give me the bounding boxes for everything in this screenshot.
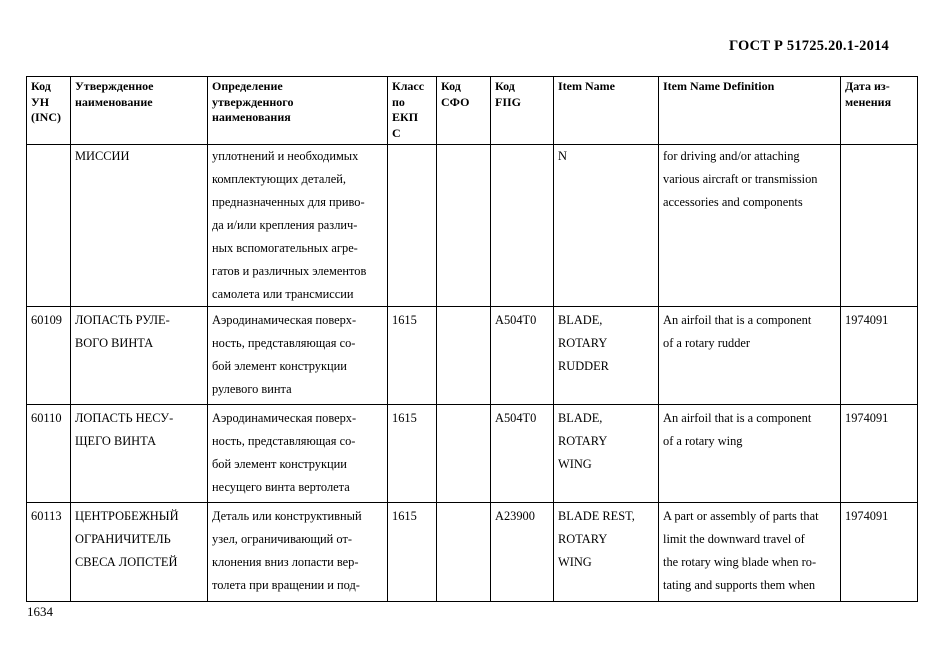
- cell-fiig-code: [491, 307, 554, 405]
- cell-text-line: Дата из-: [845, 79, 890, 93]
- cell-text-line: ROTARY: [558, 336, 608, 350]
- cell-text-line: An airfoil that is a component: [663, 313, 812, 327]
- cell-text-line: ЩЕГО ВИНТА: [75, 434, 157, 448]
- col-header-fiig-code: [491, 77, 554, 145]
- cell-inc-code: [27, 503, 71, 602]
- cell-text-line: несущего винта вертолета: [212, 480, 350, 494]
- cell-text-line: 1974091: [845, 411, 889, 425]
- cell-change-date: [841, 503, 918, 602]
- cell-text-line: 1615: [392, 313, 417, 327]
- cell-text-line: A504T0: [495, 411, 537, 425]
- cell-text-line: Код: [495, 79, 515, 93]
- table-row: [27, 307, 918, 405]
- cell-item-name: [554, 503, 659, 602]
- cell-text-line: уплотнений и необходимых: [212, 149, 359, 163]
- cell-text-line: Аэродинамическая поверх-: [212, 411, 357, 425]
- cell-text-line: рулевого винта: [212, 382, 292, 396]
- cell-text-line: WING: [558, 457, 592, 471]
- table-row: [27, 503, 918, 602]
- cell-text-line: Item Name Definition: [663, 79, 775, 93]
- cell-text-line: Аэродинамическая поверх-: [212, 313, 357, 327]
- col-header-name-definition: [208, 77, 388, 145]
- col-header-sfo-code: [437, 77, 491, 145]
- cell-text-line: tating and supports them when: [663, 578, 816, 592]
- cell-text-line: A part or assembly of parts that: [663, 509, 819, 523]
- cell-text-line: FIIG: [495, 94, 522, 109]
- cell-text-line: the rotary wing blade when ro-: [663, 555, 817, 569]
- cell-class: [388, 503, 437, 602]
- cell-text-line: of a rotary rudder: [663, 336, 751, 350]
- cell-text-line: клонения вниз лопасти вер-: [212, 555, 359, 569]
- cell-text-line: гатов и различных элементов: [212, 264, 367, 278]
- cell-fiig-code: [491, 405, 554, 503]
- cell-text-line: менения: [845, 94, 892, 109]
- cell-sfo-code: [437, 405, 491, 503]
- cell-item-name-definition: [659, 307, 841, 405]
- cell-text-line: 1974091: [845, 509, 889, 523]
- document-standard-header: ГОСТ Р 51725.20.1-2014: [728, 38, 889, 54]
- cell-text-line: An airfoil that is a component: [663, 411, 812, 425]
- cell-text-line: (INC): [31, 110, 61, 124]
- cell-item-name: [554, 307, 659, 405]
- cell-text-line: по: [392, 94, 405, 109]
- cell-item-name-definition: [659, 405, 841, 503]
- cell-text-line: Определение: [212, 79, 283, 93]
- cell-text-line: ных вспомогательных агре-: [212, 241, 358, 255]
- cell-text-line: утвержденного: [212, 94, 294, 109]
- cell-text-line: various aircraft or transmission: [663, 172, 818, 186]
- page-number: 1634: [27, 604, 53, 619]
- cell-text-line: ВОГО ВИНТА: [75, 336, 154, 350]
- cell-text-line: ЛОПАСТЬ РУЛЕ-: [75, 313, 170, 327]
- cell-text-line: Код: [441, 79, 461, 93]
- cell-text-line: ЕКП: [392, 110, 419, 124]
- cell-text-line: комплектующих деталей,: [212, 172, 346, 186]
- cell-item-name: [554, 405, 659, 503]
- col-header-class: [388, 77, 437, 145]
- cell-class: [388, 307, 437, 405]
- col-header-item-name-definition: [659, 77, 841, 145]
- cell-change-date: [841, 145, 918, 307]
- cell-text-line: BLADE,: [558, 411, 603, 425]
- nomenclature-table: [26, 76, 918, 602]
- cell-text-line: A504T0: [495, 313, 537, 327]
- cell-approved-name: [71, 503, 208, 602]
- cell-text-line: бой элемент конструкции: [212, 457, 347, 471]
- cell-text-line: Item Name: [558, 79, 615, 93]
- cell-text-line: 60109: [31, 313, 62, 327]
- cell-approved-name: [71, 145, 208, 307]
- cell-item-name-definition: [659, 145, 841, 307]
- cell-sfo-code: [437, 503, 491, 602]
- cell-text-line: толета при вращении и под-: [212, 578, 360, 592]
- table-row: [27, 405, 918, 503]
- cell-class: [388, 145, 437, 307]
- cell-text-line: МИССИИ: [75, 149, 130, 163]
- cell-text-line: 1615: [392, 411, 417, 425]
- cell-text-line: 1974091: [845, 313, 889, 327]
- cell-approved-name: [71, 405, 208, 503]
- cell-text-line: СФО: [441, 94, 470, 109]
- cell-text-line: WING: [558, 555, 592, 569]
- cell-name-definition: [208, 503, 388, 602]
- col-header-change-date: [841, 77, 918, 145]
- cell-text-line: да и/или крепления различ-: [212, 218, 358, 232]
- cell-text-line: УН: [31, 94, 50, 109]
- cell-name-definition: [208, 145, 388, 307]
- cell-inc-code: [27, 145, 71, 307]
- cell-text-line: ность, представляющая со-: [212, 434, 356, 448]
- table-header-row: [27, 77, 918, 145]
- cell-text-line: of a rotary wing: [663, 434, 743, 448]
- cell-text-line: узел, ограничивающий от-: [212, 532, 352, 546]
- cell-text-line: 1615: [392, 509, 417, 523]
- cell-text-line: limit the downward travel of: [663, 532, 805, 546]
- cell-text-line: ЛОПАСТЬ НЕСУ-: [75, 411, 174, 425]
- col-header-approved-name: [71, 77, 208, 145]
- cell-item-name: [554, 145, 659, 307]
- cell-text-line: for driving and/or attaching: [663, 149, 800, 163]
- cell-inc-code: [27, 307, 71, 405]
- cell-text-line: BLADE,: [558, 313, 603, 327]
- cell-sfo-code: [437, 145, 491, 307]
- cell-inc-code: [27, 405, 71, 503]
- cell-text-line: N: [558, 149, 567, 163]
- cell-text-line: ROTARY: [558, 532, 608, 546]
- cell-text-line: бой элемент конструкции: [212, 359, 347, 373]
- cell-text-line: A23900: [495, 509, 535, 523]
- cell-text-line: Утвержденное: [75, 79, 154, 93]
- cell-text-line: 60110: [31, 411, 62, 425]
- table-row: [27, 145, 918, 307]
- col-header-inc-code: [27, 77, 71, 145]
- cell-name-definition: [208, 405, 388, 503]
- cell-approved-name: [71, 307, 208, 405]
- cell-text-line: Код: [31, 79, 51, 93]
- cell-text-line: BLADE REST,: [558, 509, 635, 523]
- cell-name-definition: [208, 307, 388, 405]
- cell-class: [388, 405, 437, 503]
- cell-text-line: предназначенных для приво-: [212, 195, 365, 209]
- cell-text-line: ROTARY: [558, 434, 608, 448]
- cell-text-line: ОГРАНИЧИТЕЛЬ: [75, 532, 171, 546]
- cell-text-line: С: [392, 125, 401, 140]
- cell-text-line: Класс: [392, 79, 425, 93]
- col-header-item-name: [554, 77, 659, 145]
- cell-text-line: самолета или трансмиссии: [212, 287, 354, 301]
- cell-change-date: [841, 307, 918, 405]
- cell-text-line: RUDDER: [558, 359, 609, 373]
- cell-text-line: ность, представляющая со-: [212, 336, 356, 350]
- cell-item-name-definition: [659, 503, 841, 602]
- cell-change-date: [841, 405, 918, 503]
- cell-text-line: Деталь или конструктивный: [212, 509, 362, 523]
- cell-sfo-code: [437, 307, 491, 405]
- cell-text-line: наименование: [75, 94, 153, 109]
- cell-fiig-code: [491, 145, 554, 307]
- cell-text-line: наименования: [212, 110, 291, 124]
- cell-fiig-code: [491, 503, 554, 602]
- cell-text-line: СВЕСА ЛОПСТЕЙ: [75, 555, 178, 569]
- cell-text-line: accessories and components: [663, 195, 803, 209]
- cell-text-line: 60113: [31, 509, 62, 523]
- cell-text-line: ЦЕНТРОБЕЖНЫЙ: [75, 509, 179, 523]
